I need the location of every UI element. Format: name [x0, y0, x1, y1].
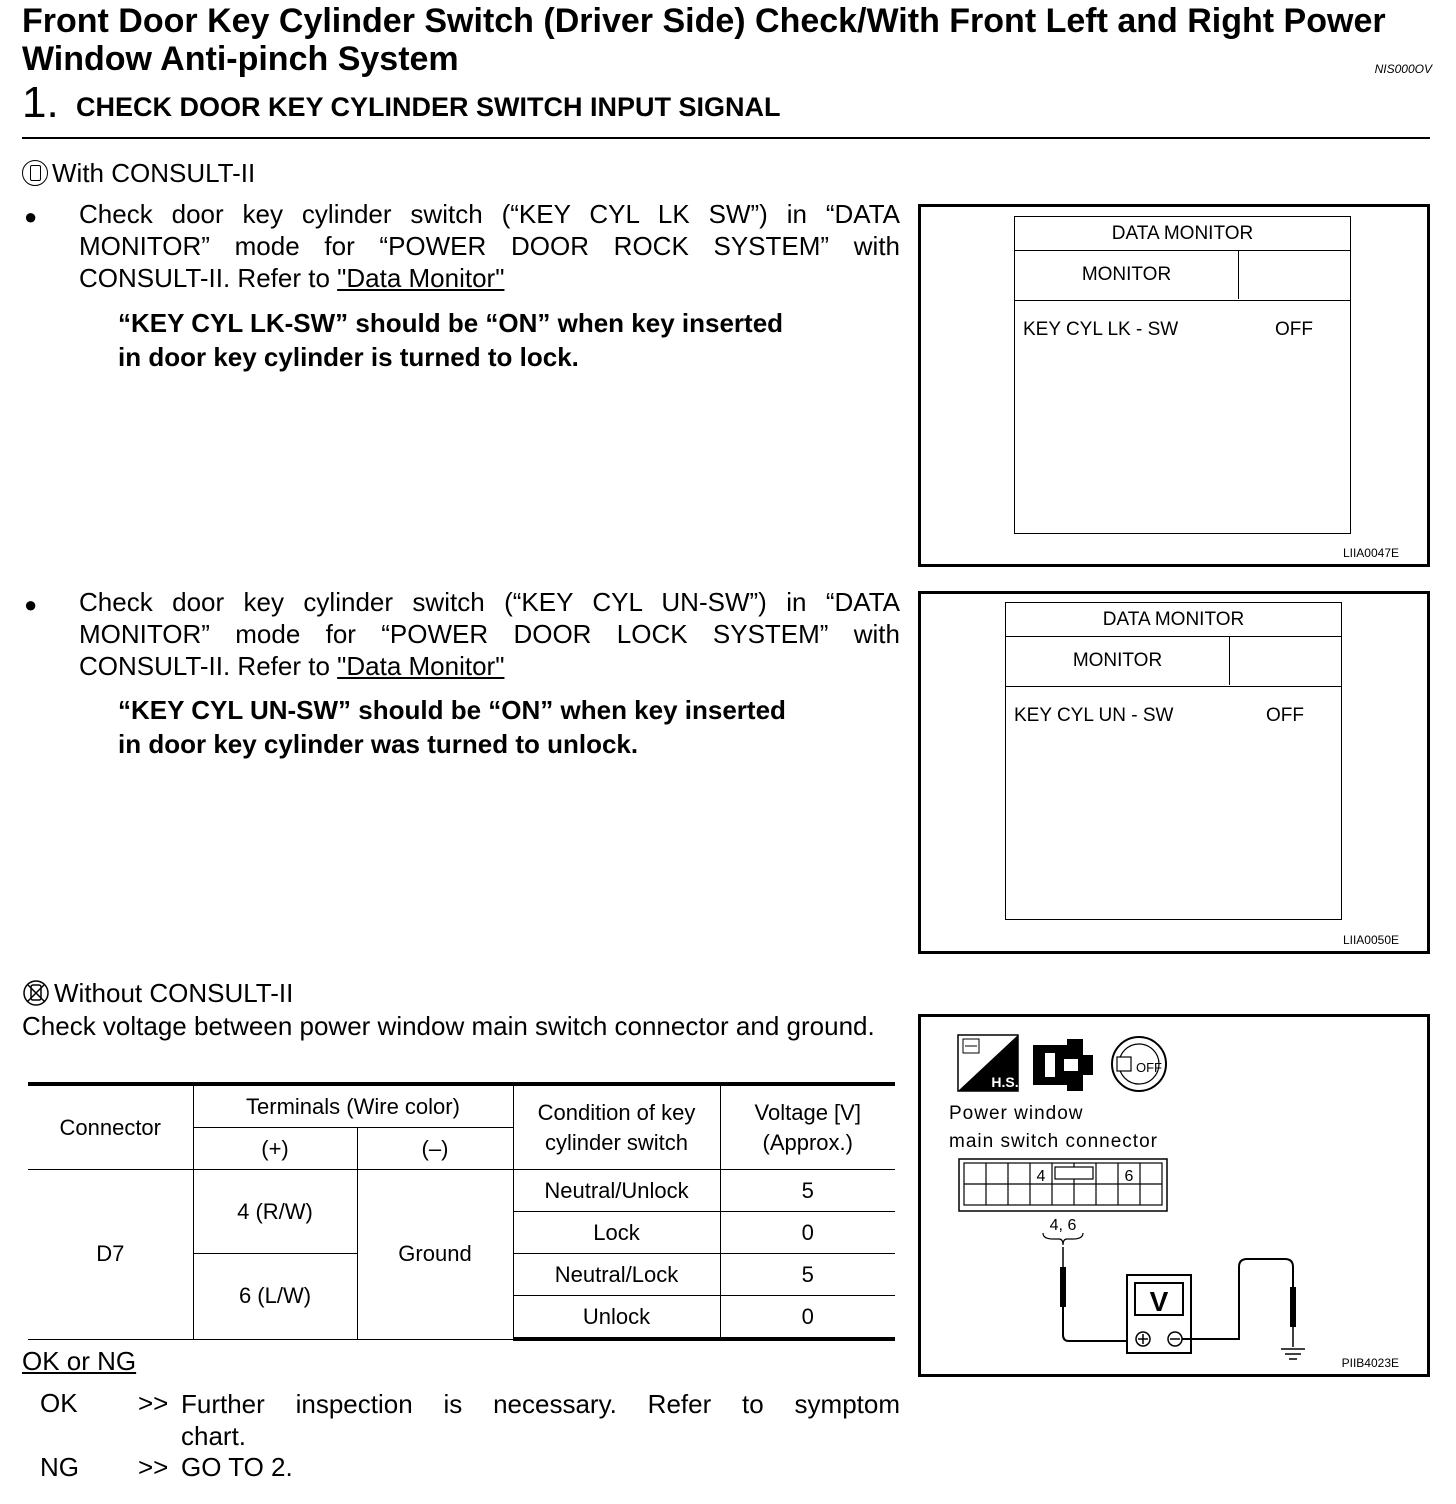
caption-line2: main switch connector: [949, 1131, 1158, 1152]
hs-label: H.S.: [991, 1074, 1019, 1090]
voltage-cell: 0: [720, 1296, 895, 1340]
figure-code: PIIB4023E: [1341, 1356, 1399, 1370]
header-condition: [513, 1084, 720, 1170]
pin-4-label: 4: [1036, 1168, 1046, 1185]
bullet2-result-line2: in door key cylinder was turned to unlock.: [118, 729, 639, 759]
positive-probe: [1060, 1247, 1137, 1341]
monitor-item: KEY CYL UN - SW: [1014, 705, 1174, 726]
without-consult-instruction: Check voltage between power window main switch connector and ground.: [22, 1011, 875, 1041]
probe-label: 4, 6: [1049, 1217, 1077, 1234]
ng-arrow: >>: [138, 1452, 169, 1482]
header-connector: Connector: [28, 1084, 193, 1170]
ok-ng-heading: OK or NG: [22, 1346, 137, 1376]
negative-probe: [1182, 1259, 1296, 1347]
off-label: OFF: [1136, 1060, 1162, 1075]
header-condition-line1: Condition of key: [537, 1099, 696, 1125]
bullet1-result: [118, 306, 783, 374]
monitor-screen: [1005, 602, 1342, 920]
voltmeter-icon: [1127, 1275, 1191, 1353]
header-voltage-line1: Voltage [V]: [754, 1099, 861, 1125]
header-voltage-line2: (Approx.): [762, 1129, 853, 1155]
bullet2-text: [79, 586, 900, 682]
probe-brace: [1043, 1233, 1083, 1245]
monitor-header: DATA MONITOR: [1006, 603, 1341, 637]
bullet1-body: Check door key cylinder switch (“KEY CYL LK SW”) in “DATA MONITOR” mode for “POWER DOOR ROCK SYSTEM” with CONSULT-II. Refer to: [79, 199, 900, 293]
ok-label: OK: [40, 1388, 78, 1418]
data-monitor-figure-1: [918, 204, 1430, 567]
meter-label: V: [1149, 1286, 1169, 1317]
voltage-cell: 0: [720, 1212, 895, 1254]
bullet2-result: [118, 693, 786, 761]
monitor-subheader-row: [1006, 637, 1341, 687]
figure-code: LIIA0050E: [1342, 933, 1399, 947]
condition-cell: Unlock: [513, 1296, 720, 1340]
with-consult-label: With CONSULT-II: [52, 158, 256, 188]
figure-code: LIIA0047E: [1342, 546, 1399, 560]
bullet1-text: [79, 198, 900, 294]
connector-icon: [1033, 1039, 1093, 1091]
ignition-off-icon: [1112, 1037, 1166, 1091]
header-divider: [22, 137, 1430, 139]
connector-cell: D7: [28, 1170, 193, 1340]
monitor-header: DATA MONITOR: [1015, 217, 1350, 251]
header-voltage: [720, 1084, 895, 1170]
caption-line1: Power window: [949, 1103, 1084, 1124]
monitor-value: OFF: [1275, 319, 1313, 340]
monitor-subheader: MONITOR: [1006, 637, 1230, 685]
bullet-dot-icon: ●: [24, 204, 38, 229]
consult-tool-icon: [22, 160, 48, 186]
ok-text: [181, 1388, 900, 1452]
header-condition-line2: cylinder switch: [544, 1129, 689, 1155]
voltage-table: [28, 1082, 895, 1341]
bullet-dot-icon: ●: [24, 592, 38, 617]
condition-cell: Neutral/Unlock: [513, 1170, 720, 1212]
condition-cell: Lock: [513, 1212, 720, 1254]
terminal-cell: 4 (R/W): [193, 1170, 357, 1254]
step-title: CHECK DOOR KEY CYLINDER SWITCH INPUT SIGNAL: [76, 92, 781, 122]
ground-cell: Ground: [357, 1170, 513, 1340]
monitor-screen: [1014, 216, 1351, 534]
monitor-item: KEY CYL LK - SW: [1023, 319, 1179, 340]
step-number: 1.: [22, 78, 59, 127]
harness-side-icon: [958, 1035, 1019, 1091]
without-consult-heading: [22, 978, 293, 1009]
bullet2-body: Check door key cylinder switch (“KEY CYL UN-SW”) in “DATA MONITOR” mode for “POWER DOOR LOCK SYSTEM” with CONSULT-II. Refer to: [79, 587, 900, 681]
ok-text-line2: chart.: [181, 1421, 247, 1451]
condition-cell: Neutral/Lock: [513, 1254, 720, 1296]
data-monitor-link[interactable]: "Data Monitor": [337, 651, 505, 681]
no-consult-icon: [22, 979, 52, 1007]
page-title: Front Door Key Cylinder Switch (Driver Side) Check/With Front Left and Right Power Window Anti-pinch System: [22, 2, 1386, 78]
monitor-subheader: MONITOR: [1015, 251, 1239, 299]
voltage-cell: 5: [720, 1170, 895, 1212]
terminal-cell: 6 (L/W): [193, 1254, 357, 1340]
monitor-subheader-row: [1015, 251, 1350, 301]
ng-label: NG: [40, 1452, 79, 1482]
data-monitor-link[interactable]: "Data Monitor": [337, 263, 505, 293]
voltage-cell: 5: [720, 1254, 895, 1296]
pin-6-label: 6: [1124, 1168, 1134, 1185]
monitor-value: OFF: [1266, 705, 1304, 726]
ground-icon: [1281, 1349, 1305, 1359]
ok-text-line1: Further inspection is necessary. Refer to symptom: [181, 1389, 900, 1419]
table-row: [28, 1170, 895, 1212]
voltage-check-figure: [918, 1014, 1430, 1377]
data-monitor-figure-2: [918, 591, 1430, 954]
header-minus: (–): [357, 1128, 513, 1170]
connector-face: [959, 1159, 1167, 1211]
document-id: NIS000OV: [1374, 62, 1432, 76]
without-consult-label: Without CONSULT-II: [54, 978, 294, 1008]
connector-diagram: [921, 1017, 1427, 1374]
header-plus: (+): [193, 1128, 357, 1170]
with-consult-heading: [22, 158, 255, 189]
bullet1-result-line2: in door key cylinder is turned to lock.: [118, 342, 579, 372]
ng-text[interactable]: GO TO 2.: [181, 1452, 293, 1482]
bullet2-result-line1: “KEY CYL UN-SW” should be “ON” when key inserted: [118, 695, 786, 725]
header-terminals: Terminals (Wire color): [193, 1084, 513, 1128]
bullet1-result-line1: “KEY CYL LK-SW” should be “ON” when key inserted: [118, 308, 784, 338]
ok-arrow: >>: [138, 1388, 169, 1418]
